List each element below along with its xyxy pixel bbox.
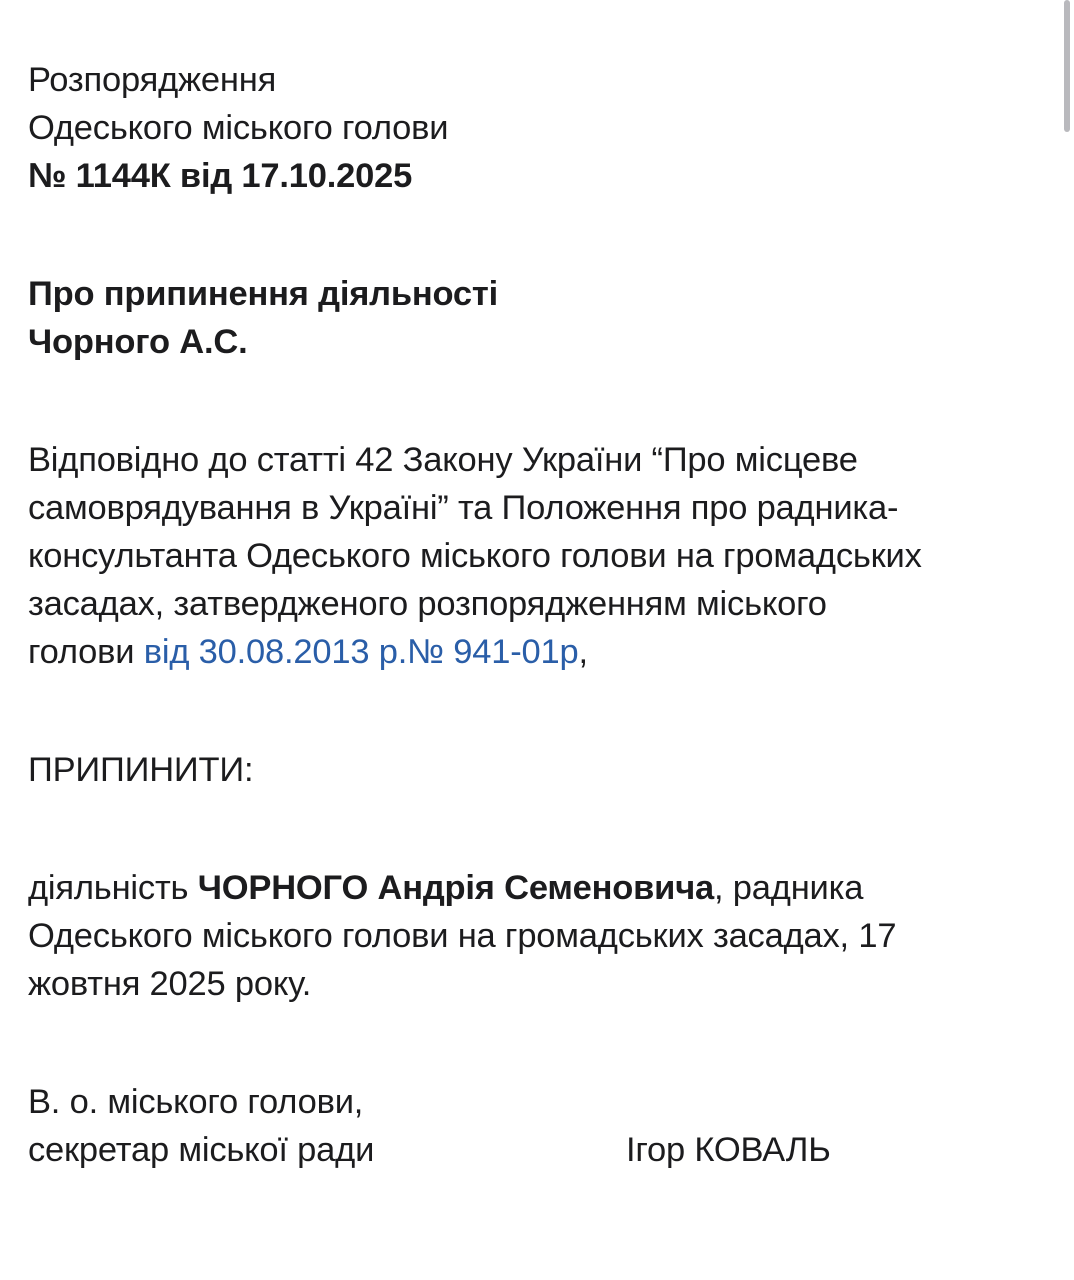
decision-line-1-prefix: діяльність [28, 869, 198, 907]
decision-line-1-suffix: , радника [714, 869, 864, 907]
document-number: № 1144К від 17.10.2025 [28, 157, 413, 195]
decision-line-3: жовтня 2025 року. [28, 965, 312, 1003]
signatory-position-1: В. о. міського голови, [28, 1083, 364, 1121]
preamble-line-1: Відповідно до статті 42 Закону України “Про місцеве [28, 441, 858, 479]
person-name: ЧОРНОГО Андрія Семеновича [197, 869, 715, 907]
preamble-line-5-suffix: , [578, 633, 588, 671]
document-type: Розпорядження [28, 61, 277, 99]
preamble-line-2: самоврядування в Україні” та Положення про радника- [28, 489, 899, 527]
preamble-line-5 [28, 628, 1028, 676]
scrollbar[interactable] [1064, 0, 1070, 132]
preamble-line-5-prefix: голови [28, 633, 144, 671]
signature-row [28, 1126, 1028, 1174]
signatory-name: Ігор КОВАЛЬ [626, 1131, 831, 1169]
decision-heading: ПРИПИНИТИ: [28, 751, 254, 789]
reference-link[interactable]: від 30.08.2013 р.№ 941-01р [143, 633, 579, 671]
decision-line-1 [28, 864, 1028, 912]
preamble-line-4: засадах, затвердженого розпорядженням міського [28, 585, 827, 623]
decision-line-2: Одеського міського голови на громадських засадах, 17 [28, 917, 897, 955]
subject-line-1: Про припинення діяльності [28, 275, 498, 313]
subject-line-2: Чорного А.С. [28, 323, 248, 361]
document-body [28, 56, 1028, 1174]
preamble-line-3: консультанта Одеського міського голови на громадських [28, 537, 922, 575]
issuer: Одеського міського голови [28, 109, 449, 147]
signatory-position-2: секретар міської ради [28, 1131, 375, 1169]
